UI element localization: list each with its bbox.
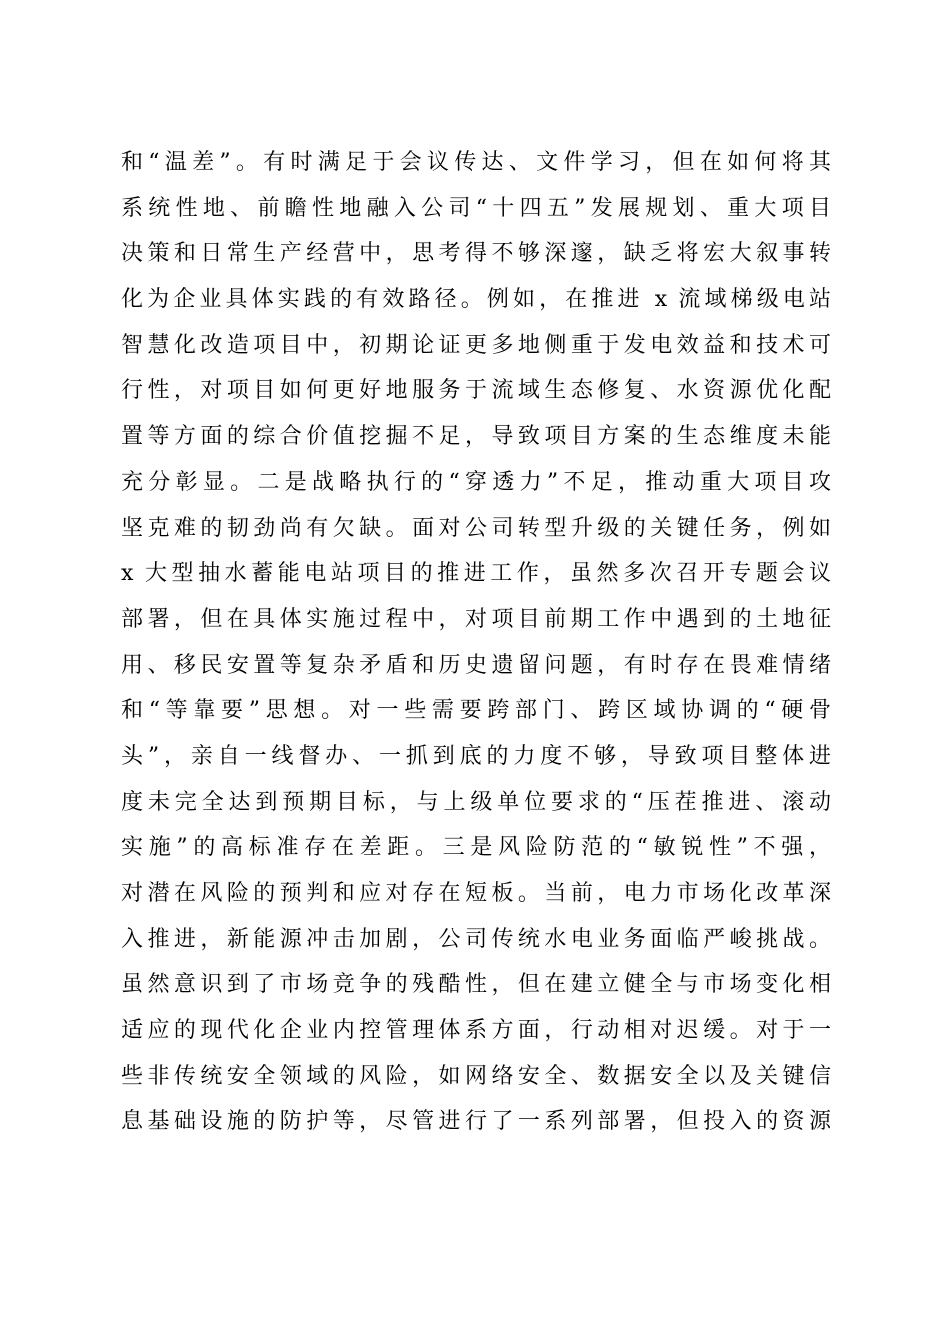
text-line-9: 坚克难的韧劲尚有欠缺。面对公司转型升级的关键任务，例如 — [121, 515, 831, 541]
text-line-22: 息基础设施的防护等，尽管进行了一系列部署，但投入的资源 — [121, 1109, 831, 1135]
text-line-19: 虽然意识到了市场竞争的残酷性，但在建立健全与市场变化相 — [121, 972, 831, 998]
text-line-15: 度未完全达到预期目标，与上级单位要求的“压茬推进、滚动 — [121, 789, 831, 815]
text-line-4: 化为企业具体实践的有效路径。例如，在推进 x 流域梯级电站 — [121, 287, 831, 313]
body-text — [121, 140, 831, 1145]
text-line-11: 部署，但在具体实施过程中，对项目前期工作中遇到的土地征 — [121, 606, 831, 632]
text-line-5: 智慧化改造项目中，初期论证更多地侧重于发电效益和技术可 — [121, 332, 831, 358]
text-line-3: 决策和日常生产经营中，思考得不够深邃，缺乏将宏大叙事转 — [121, 241, 831, 267]
text-line-17: 对潜在风险的预判和应对存在短板。当前，电力市场化改革深 — [121, 881, 831, 906]
text-line-2: 系统性地、前瞻性地融入公司“十四五”发展规划、重大项目 — [121, 195, 831, 221]
text-line-20: 适应的现代化企业内控管理体系方面，行动相对迟缓。对于一 — [121, 1018, 831, 1044]
text-line-14: 头”，亲自一线督办、一抓到底的力度不够，导致项目整体进 — [121, 743, 831, 769]
text-line-1: 和“温差”。有时满足于会议传达、文件学习，但在如何将其 — [121, 150, 831, 175]
text-line-7: 置等方面的综合价值挖掘不足，导致项目方案的生态维度未能 — [121, 424, 831, 450]
text-line-8: 充分彰显。二是战略执行的“穿透力”不足，推动重大项目攻 — [121, 469, 831, 495]
text-line-21: 些非传统安全领域的风险，如网络安全、数据安全以及关键信 — [121, 1063, 831, 1089]
text-line-16: 实施”的高标准存在差距。三是风险防范的“敏锐性”不强， — [121, 835, 831, 861]
text-line-12: 用、移民安置等复杂矛盾和历史遗留问题，有时存在畏难情绪 — [121, 652, 831, 678]
text-line-18: 入推进，新能源冲击加剧，公司传统水电业务面临严峻挑战。 — [121, 926, 831, 952]
text-line-6: 行性，对项目如何更好地服务于流域生态修复、水资源优化配 — [121, 378, 831, 404]
text-line-13: 和“等靠要”思想。对一些需要跨部门、跨区域协调的“硬骨 — [121, 698, 831, 724]
text-line-10: x 大型抽水蓄能电站项目的推进工作，虽然多次召开专题会议 — [121, 561, 831, 587]
